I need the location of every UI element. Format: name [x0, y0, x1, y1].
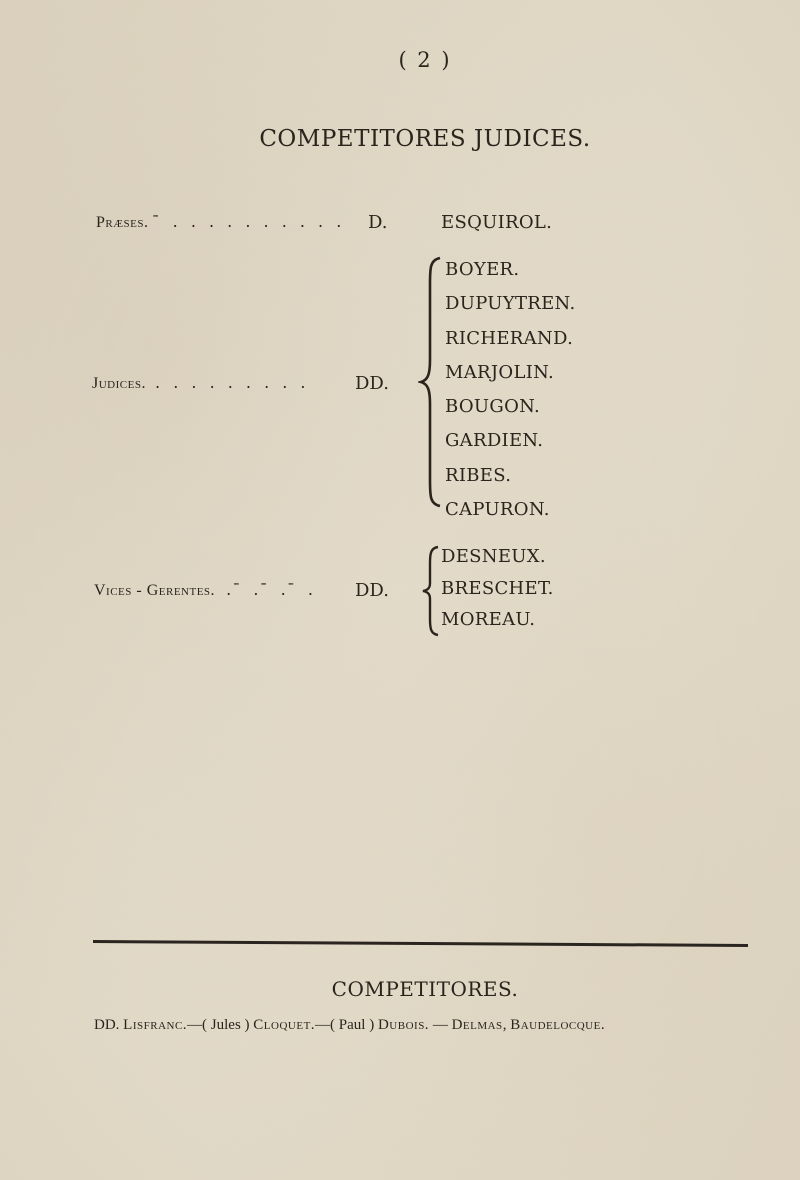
competitores-list	[94, 1017, 605, 1034]
judex-name: RIBES.	[445, 464, 512, 486]
competitor-name: Cloquet.	[253, 1017, 316, 1033]
praeses-degree: D.	[368, 212, 388, 233]
competitores-heading: COMPETITORES.	[331, 977, 519, 1001]
competitor-name: Lisfranc.	[123, 1017, 188, 1033]
judices-row	[92, 373, 310, 393]
judex-name: MARJOLIN.	[445, 361, 555, 383]
competitores-segment: —	[429, 1017, 452, 1033]
praeses-name: ESQUIROL.	[441, 212, 553, 233]
competitores-segment: ,	[502, 1017, 511, 1033]
vices-gerentes-leader: . ̄ . ̄ . ̄ .	[226, 580, 318, 599]
judices-degree: DD.	[355, 373, 389, 394]
praeses-label: Præses.	[96, 214, 149, 231]
judex-name: BOYER.	[445, 259, 520, 280]
competitor-name: Dubois.	[377, 1017, 430, 1033]
horizontal-rule	[93, 940, 748, 947]
vices-gerentes-row	[94, 580, 317, 600]
page-number: ( 2 )	[398, 48, 452, 72]
vice-gerens-name: BRESCHET.	[441, 577, 554, 599]
judices-names	[445, 256, 575, 530]
vices-gerentes-label: Vices - Gerentes.	[94, 582, 216, 599]
vices-gerentes-names	[441, 543, 554, 638]
competitores-segment: —( Jules )	[187, 1017, 254, 1033]
judices-brace	[418, 256, 448, 508]
judex-name: CAPURON.	[445, 499, 550, 521]
judices-leader: . . . . . . . . .	[155, 373, 310, 392]
competitor-name: Delmas	[451, 1017, 503, 1033]
praeses-row	[96, 212, 345, 232]
vice-gerens-name: DESNEUX.	[441, 546, 546, 567]
competitor-name: Baudelocque.	[510, 1017, 606, 1033]
vice-gerens-name: MOREAU.	[441, 609, 536, 630]
judex-name: BOUGON.	[445, 396, 541, 418]
judex-name: DUPUYTREN.	[445, 293, 576, 315]
competitores-segment: —( Paul )	[315, 1017, 378, 1033]
praeses-leader: ̄ . . . . . . . . . .	[159, 212, 346, 231]
page-title: COMPETITORES JUDICES.	[259, 126, 591, 152]
judices-label: Judices.	[92, 375, 146, 392]
competitores-segment: DD.	[94, 1017, 124, 1033]
vices-gerentes-degree: DD.	[355, 580, 389, 601]
judex-name: GARDIEN.	[445, 430, 544, 452]
judex-name: RICHERAND.	[445, 327, 574, 349]
